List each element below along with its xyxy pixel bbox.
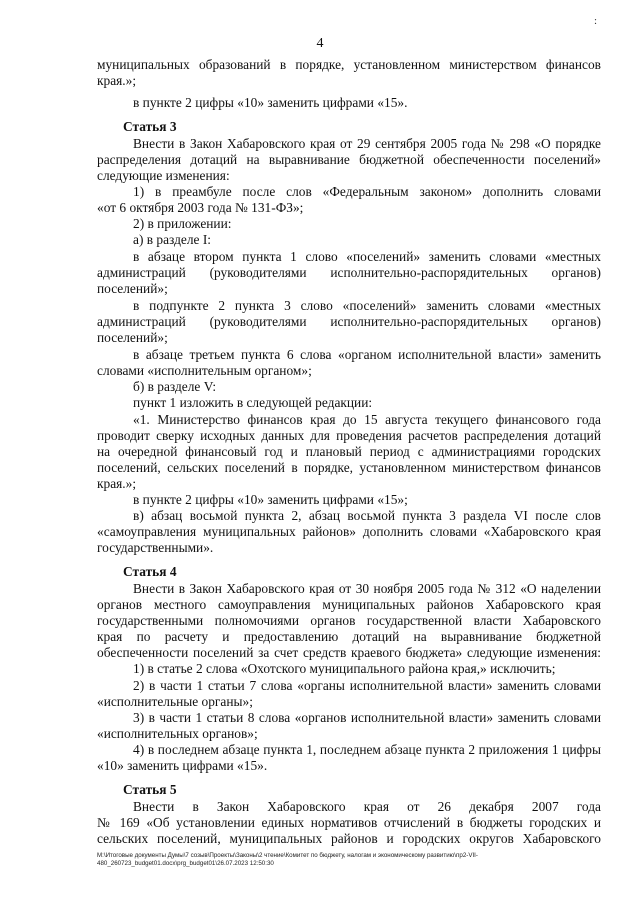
text-line: 4) в последнем абзаце пункта 1, последнем абзаце пункта 2 приложения 1 цифры (133, 742, 601, 757)
footer-line: 480_260723_budget01.docx\prg_budget01\26.07.2023 12:50:30 (97, 860, 274, 867)
text-line: Внести в Закон Хабаровского края от 29 сентября 2005 года № 298 «О порядке (133, 136, 601, 151)
text-line: в абзаце втором пункта 1 слово «поселений» заменить словами «местных (133, 249, 601, 264)
article-heading: Статья 3 (123, 119, 177, 134)
text-line: 3) в части 1 статьи 8 слова «органов исполнительной власти» заменить словами (133, 710, 601, 725)
text-line: муниципальных образований в порядке, установленном министерством финансов (97, 57, 601, 72)
text-line: администраций (руководителями исполнительно-распорядительных органов) (97, 265, 601, 280)
text-line: следующие изменения: (97, 168, 230, 183)
article-heading: Статья 5 (123, 782, 177, 797)
text-line: Внести в Закон Хабаровского края от 26 декабря 2007 года (133, 799, 601, 814)
text-line: в абзаце третьем пункта 6 слова «органом исполнительной власти» заменить (133, 347, 601, 362)
text-line: распределения дотаций на выравнивание бюджетной обеспеченности поселений» (97, 152, 601, 167)
page-number: 4 (316, 36, 324, 51)
footer-line: M:\Итоговые документы Думы\7 созыв\Проекты\Законы\2 чтение\Комитет по бюджету, налогам и экономическому развитию\пр2-VII- (97, 852, 478, 859)
text-line: администраций (руководителями исполнительно-распорядительных органов) (97, 314, 601, 329)
text-line: поселений»; (97, 330, 168, 345)
text-line: государственными полномочиями органов государственной власти Хабаровского (97, 613, 601, 628)
text-line: б) в разделе V: (133, 379, 217, 394)
text-line: органов местного самоуправления муниципальных районов Хабаровского края (97, 597, 601, 612)
text-line: сельских поселений, муниципальных районов и городских округов Хабаровского (97, 831, 601, 846)
text-line: в подпункте 2 пункта 3 слово «поселений» заменить словами «местных (133, 298, 601, 313)
text-line: края по расчету и предоставлению дотаций на выравнивание бюджетной (97, 629, 601, 644)
text-line: проводит сверку исходных данных для проведения расчетов распределения дотаций (97, 428, 601, 443)
text-line: государственными». (97, 540, 214, 555)
text-line: края.»; (97, 73, 137, 88)
text-line: а) в разделе I: (133, 232, 212, 247)
text-line: в пункте 2 цифры «10» заменить цифрами «15». (133, 95, 408, 110)
text-line: 1) в статье 2 слова «Охотского муниципального района края,» исключить; (133, 661, 556, 676)
text-line: «самоуправления муниципальных районов» дополнить словами «Хабаровского края (97, 524, 601, 539)
file-path-footer (97, 852, 601, 868)
text-line: в пункте 2 цифры «10» заменить цифрами «15»; (133, 492, 408, 507)
text-line: поселений»; (97, 281, 168, 296)
text-line: словами «исполнительным органом»; (97, 363, 312, 378)
text-line: в) абзац восьмой пункта 2, абзац восьмой пункта 3 раздела VI после слов (133, 508, 601, 523)
text-line: Внести в Закон Хабаровского края от 30 ноября 2005 года № 312 «О наделении (133, 581, 601, 596)
text-line: «исполнительные органы»; (97, 694, 253, 709)
text-line: № 169 «Об установлении единых нормативов отчислений в бюджеты городских и (97, 815, 601, 830)
text-line: 1) в преамбуле после слов «Федеральным законом» дополнить словами (133, 184, 601, 199)
text-line: пункт 1 изложить в следующей редакции: (133, 395, 373, 410)
text-line: «10» заменить цифрами «15». (97, 758, 268, 773)
text-line: «от 6 октября 2003 года № 131-ФЗ»; (97, 200, 304, 215)
text-line: обеспеченности поселений за счет средств краевого бюджета» следующие изменения: (97, 645, 601, 660)
corner-mark: : (594, 15, 598, 27)
text-line: «исполнительных органов»; (97, 726, 258, 741)
text-line: края.»; (97, 476, 137, 491)
text-line: на очередной финансовый год и плановый период с администрациями городских (97, 444, 601, 459)
text-line: 2) в части 1 статьи 7 слова «органы исполнительной власти» заменить словами (133, 678, 601, 693)
text-line: поселений, сельских поселений в порядке, установленном министерством финансов (97, 460, 601, 475)
text-line: 2) в приложении: (133, 216, 232, 231)
article-heading: Статья 4 (123, 564, 177, 579)
text-line: «1. Министерство финансов края до 15 августа текущего финансового года (133, 412, 601, 427)
